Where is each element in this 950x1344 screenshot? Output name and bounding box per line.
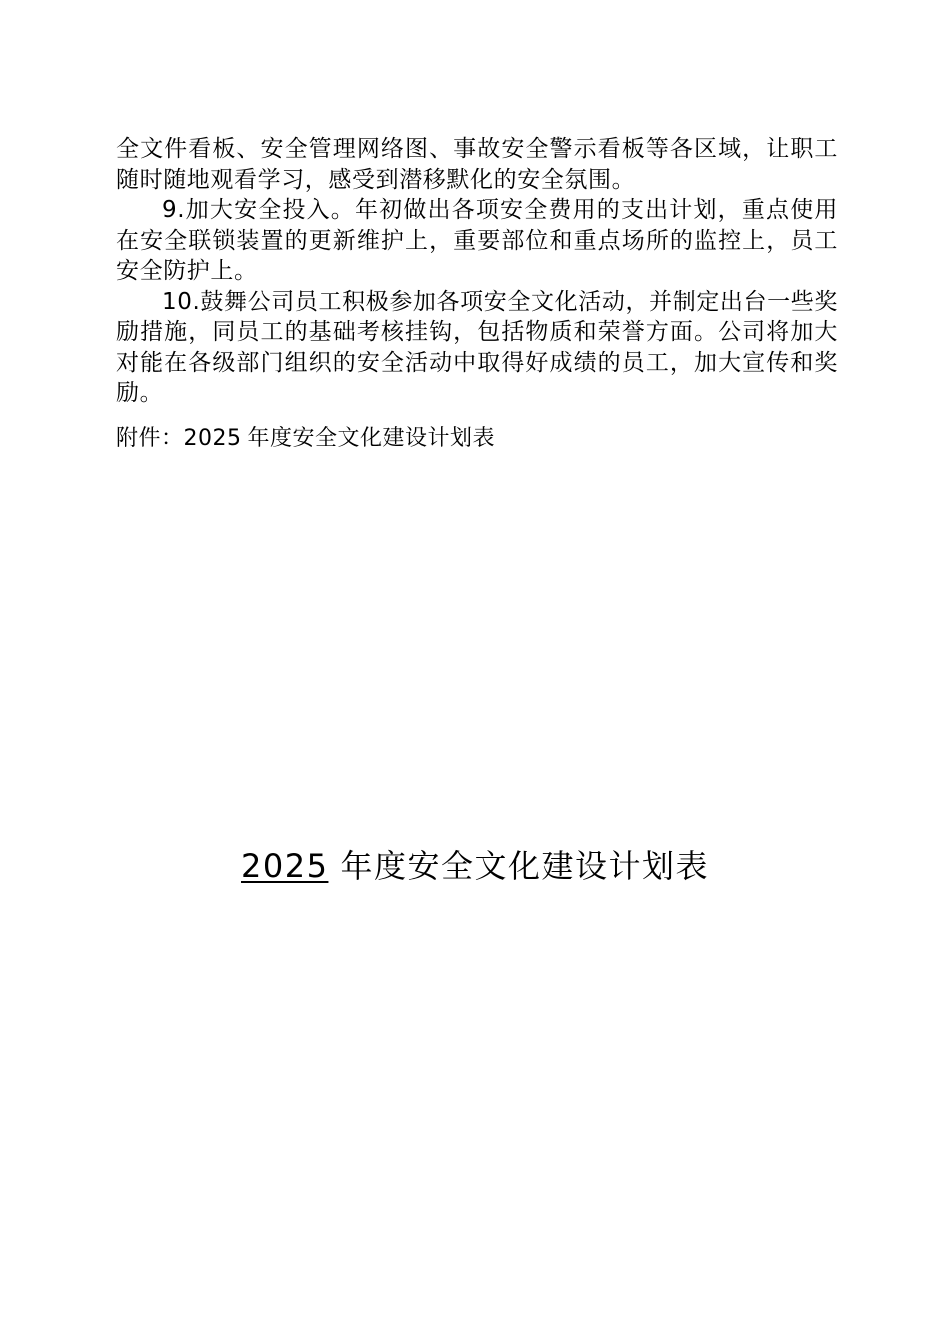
paragraph-item-10: 10.鼓舞公司员工积极参加各项安全文化活动，并制定出台一些奖励措施，同员工的基础考核挂钩，包括物质和荣誉方面。公司将加大对能在各级部门组织的安全活动中取得好成绩的员工，加大宣传和奖励。 bbox=[116, 288, 838, 406]
plan-table-title-text: 年度安全文化建设计划表 bbox=[340, 847, 709, 885]
attachment-year: 2025 bbox=[183, 426, 242, 451]
plan-table-year: 2025 bbox=[241, 847, 329, 885]
body-text bbox=[116, 134, 838, 409]
paragraph-continuation: 全文件看板、安全管理网络图、事故安全警示看板等各区域，让职工随时随地观看学习，感受到潜移默化的安全氛围。 bbox=[116, 136, 838, 193]
attachment-title: 年度安全文化建设计划表 bbox=[247, 426, 496, 451]
plan-table-title bbox=[0, 844, 950, 888]
attachment-prefix: 附件： bbox=[116, 426, 184, 451]
attachment-line bbox=[116, 424, 495, 454]
paragraph-item-9: 9.加大安全投入。年初做出各项安全费用的支出计划，重点使用在安全联锁装置的更新维护上，重要部位和重点场所的监控上，员工安全防护上。 bbox=[116, 197, 838, 284]
